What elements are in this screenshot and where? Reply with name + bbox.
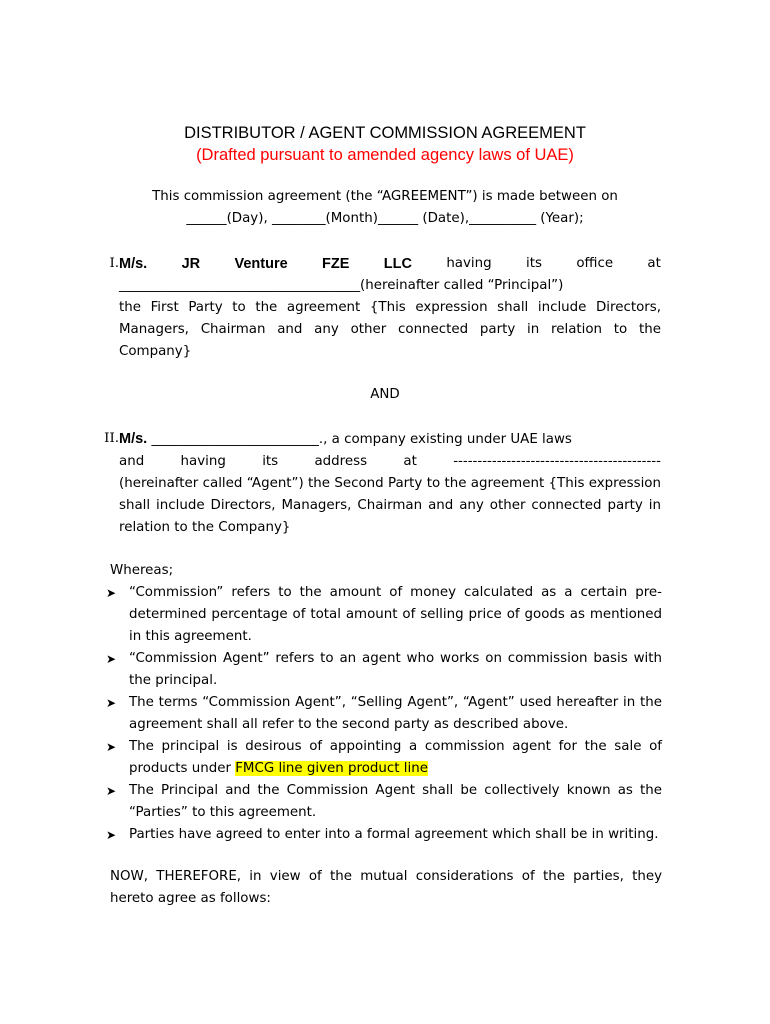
- arrow-bullet-icon: ➤: [106, 586, 117, 600]
- list-item-text: Parties have agreed to enter into a formal agreement which shall be in writing.: [129, 827, 659, 842]
- closing-paragraph: NOW, THEREFORE, in view of the mutual considerations of the parties, they hereto agree as follows:: [110, 869, 662, 906]
- party-name-word: FZE: [322, 256, 350, 272]
- party-name-word: Venture: [234, 256, 288, 272]
- party-first-line1: [119, 253, 661, 275]
- intro-date-line: ______(Day), ________(Month)______ (Date),__________ (Year);: [186, 211, 584, 226]
- party-second-body: (hereinafter called “Agent”) the Second Party to the agreement {This expression shall include Directors, Managers, Chairman and any other connected party in relation to the Company}: [119, 476, 661, 535]
- party-text-word: having: [446, 256, 492, 271]
- list-item: [106, 736, 662, 780]
- list-item-text: “Commission Agent” refers to an agent who works on commission basis with the principal.: [129, 651, 662, 688]
- intro-paragraph: [0, 186, 770, 230]
- party-first-body: the First Party to the agreement {This expression shall include Directors, Managers, Chairman and any other connected party in relation to the Company}: [119, 300, 661, 359]
- list-item-text: The Principal and the Commission Agent shall be collectively known as the “Parties” to this agreement.: [129, 783, 662, 820]
- party-first-line2: ____________________________________(hereinafter called “Principal”): [119, 278, 564, 293]
- party-second-line1: [119, 428, 661, 451]
- document-title: DISTRIBUTOR / AGENT COMMISSION AGREEMENT: [184, 124, 586, 142]
- party-label: M/s.: [119, 431, 148, 447]
- list-item: [106, 824, 662, 846]
- list-item-text: The principal is desirous of appointing a commission agent for the sale of products under: [129, 739, 662, 776]
- party-text-word: and: [119, 454, 145, 469]
- intro-line-1: This commission agreement (the “AGREEMENT”) is made between on: [152, 189, 618, 204]
- party-name-word: M/s.: [119, 256, 148, 272]
- arrow-bullet-icon: ➤: [106, 784, 117, 798]
- list-item-text: The terms “Commission Agent”, “Selling Agent”, “Agent” used hereafter in the agreement shall all refer to the second party as described above.: [129, 695, 662, 732]
- arrow-bullet-icon: ➤: [106, 740, 117, 754]
- party-name-word: LLC: [383, 256, 412, 272]
- party-text-word: its: [526, 256, 542, 271]
- highlighted-text: FMCG line given product line: [235, 761, 428, 776]
- party-number: I.: [109, 256, 119, 271]
- party-text-word: at: [403, 454, 417, 469]
- whereas-heading: Whereas;: [110, 563, 174, 578]
- party-name-word: JR: [181, 256, 201, 272]
- and-separator: AND: [370, 387, 400, 402]
- party-text-word: address: [314, 454, 368, 469]
- document-subtitle: (Drafted pursuant to amended agency laws of UAE): [196, 146, 574, 164]
- address-blank: -------------------------------------------: [453, 454, 661, 469]
- list-item: [106, 780, 662, 824]
- arrow-bullet-icon: ➤: [106, 696, 117, 710]
- party-text-word: having: [180, 454, 226, 469]
- party-second-line2: [119, 451, 661, 473]
- party-text-word: its: [262, 454, 279, 469]
- arrow-bullet-icon: ➤: [106, 828, 117, 842]
- recitals-list: [106, 582, 662, 846]
- list-item-text: “Commission” refers to the amount of money calculated as a certain pre-determined percentage of total amount of selling price of goods as mentioned in this agreement.: [129, 585, 662, 644]
- list-item: [106, 582, 662, 648]
- party-text-word: office: [576, 256, 614, 271]
- party-second: [91, 428, 661, 539]
- party-second-line1-rest: _________________________., a company existing under UAE laws: [151, 432, 572, 447]
- list-item: [106, 648, 662, 692]
- party-number: II.: [104, 431, 119, 446]
- list-item: [106, 692, 662, 736]
- arrow-bullet-icon: ➤: [106, 652, 117, 666]
- party-first: [91, 253, 661, 363]
- party-text-word: at: [647, 256, 661, 271]
